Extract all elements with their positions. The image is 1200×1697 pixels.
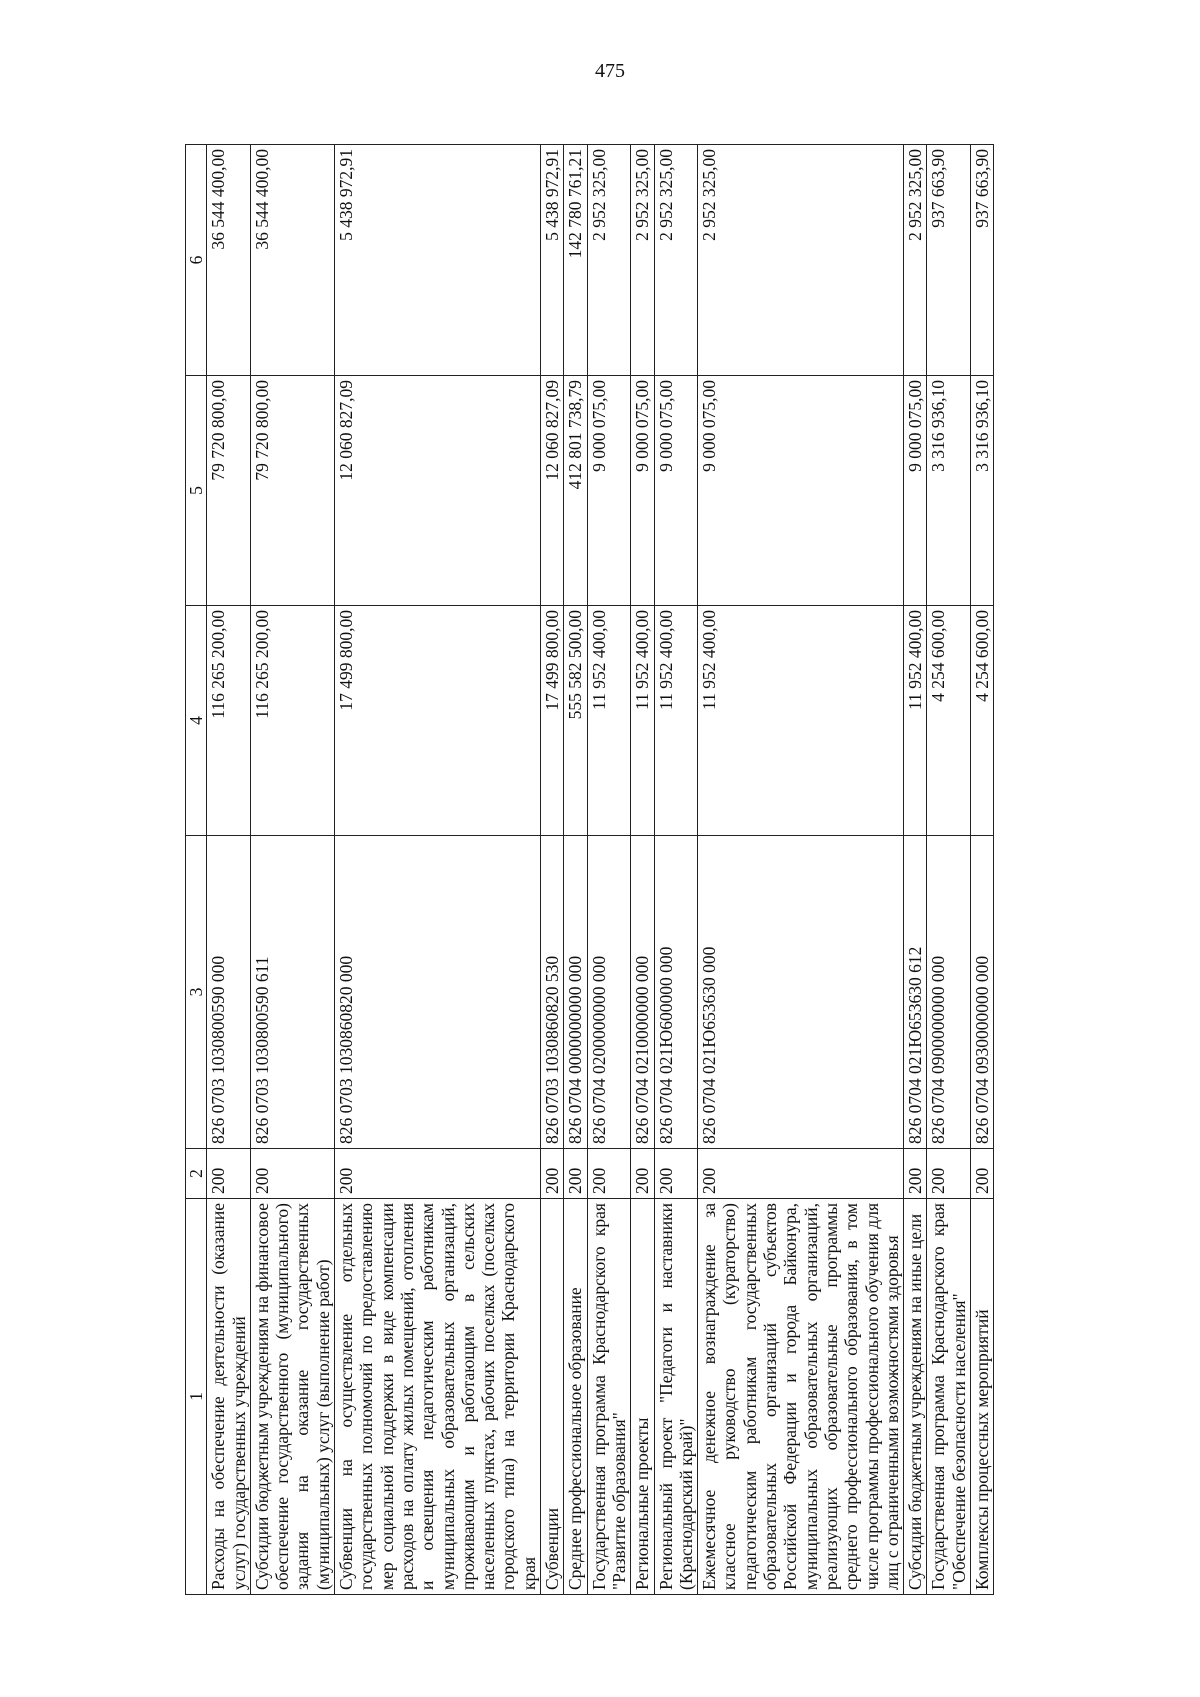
- row-col2: 200: [587, 1149, 631, 1199]
- table-row: [631, 145, 654, 1595]
- row-value-5: 9 000 075,00: [654, 376, 698, 606]
- row-value-6: 5 438 972,91: [335, 145, 541, 376]
- row-name: Государственная программа Краснодарского края "Обеспечение безопасности населения": [927, 1199, 971, 1595]
- row-value-6: 2 952 325,00: [904, 145, 927, 376]
- row-value-5: 3 316 936,10: [927, 376, 971, 606]
- table-row: [564, 145, 587, 1595]
- row-value-6: 5 438 972,91: [541, 145, 564, 376]
- row-value-4: 4 254 600,00: [970, 606, 993, 836]
- row-value-5: 79 720 800,00: [250, 376, 334, 606]
- header-row: [186, 145, 207, 1595]
- row-name: Расходы на обеспечение деятельности (оказание услуг) государственных учреждений: [207, 1199, 251, 1595]
- row-col2: 200: [564, 1149, 587, 1199]
- table-row: [250, 145, 334, 1595]
- row-value-6: 937 663,90: [970, 145, 993, 376]
- row-value-5: 9 000 075,00: [631, 376, 654, 606]
- table-row: [654, 145, 698, 1595]
- row-code: 826 0704 0930000000 000: [970, 836, 993, 1149]
- header-cell: 6: [186, 145, 207, 376]
- table-row: [970, 145, 993, 1595]
- row-col2: 200: [335, 1149, 541, 1199]
- table-row: [541, 145, 564, 1595]
- row-value-4: 17 499 800,00: [335, 606, 541, 836]
- header-cell: 5: [186, 376, 207, 606]
- budget-table: [185, 144, 994, 1595]
- row-value-5: 9 000 075,00: [904, 376, 927, 606]
- row-name: Комплексы процессных мероприятий: [970, 1199, 993, 1595]
- row-value-6: 36 544 400,00: [207, 145, 251, 376]
- row-value-4: 116 265 200,00: [250, 606, 334, 836]
- row-col2: 200: [654, 1149, 698, 1199]
- row-code: 826 0704 0210000000 000: [631, 836, 654, 1149]
- row-col2: 200: [970, 1149, 993, 1199]
- row-code: 826 0704 0200000000 000: [587, 836, 631, 1149]
- table-row: [207, 145, 251, 1595]
- row-name: Ежемесячное денежное вознаграждение за классное руководство (кураторство) педагогическим работникам государственных образовательных организаций субъектов Российской Федерации и города Байконура, муниципальных образовательных организаций, реализующих образовательные программы среднего профессионального образования, в том числе программы профессионального обучения для лиц с ограниченными возможностями здоровья: [698, 1199, 904, 1595]
- row-name: Субвенции: [541, 1199, 564, 1595]
- row-col2: 200: [207, 1149, 251, 1199]
- row-col2: 200: [250, 1149, 334, 1199]
- row-value-4: 11 952 400,00: [698, 606, 904, 836]
- table-row: [904, 145, 927, 1595]
- row-value-4: 11 952 400,00: [654, 606, 698, 836]
- row-code: 826 0704 021Ю600000 000: [654, 836, 698, 1149]
- row-col2: 200: [698, 1149, 904, 1199]
- row-name: Региональный проект "Педагоги и наставники (Краснодарский край)": [654, 1199, 698, 1595]
- row-value-5: 12 060 827,09: [541, 376, 564, 606]
- row-code: 826 0704 021Ю653630 612: [904, 836, 927, 1149]
- row-code: 826 0704 0000000000 000: [564, 836, 587, 1149]
- row-name: Субсидии бюджетным учреждениям на финансовое обеспечение государственного (муниципального) задания на оказание государственных (муниципальных) услуг (выполнение работ): [250, 1199, 334, 1595]
- row-name: Субсидии бюджетным учреждениям на иные цели: [904, 1199, 927, 1595]
- row-value-5: 9 000 075,00: [698, 376, 904, 606]
- header-cell: 2: [186, 1149, 207, 1199]
- row-col2: 200: [631, 1149, 654, 1199]
- rotated-table-container: [185, 145, 1120, 1595]
- row-value-6: 2 952 325,00: [654, 145, 698, 376]
- row-value-4: 11 952 400,00: [587, 606, 631, 836]
- row-name: Среднее профессиональное образование: [564, 1199, 587, 1595]
- row-value-5: 9 000 075,00: [587, 376, 631, 606]
- row-col2: 200: [927, 1149, 971, 1199]
- row-value-5: 3 316 936,10: [970, 376, 993, 606]
- row-value-4: 11 952 400,00: [904, 606, 927, 836]
- row-value-6: 142 780 761,21: [564, 145, 587, 376]
- row-value-6: 36 544 400,00: [250, 145, 334, 376]
- row-value-4: 11 952 400,00: [631, 606, 654, 836]
- row-value-6: 2 952 325,00: [698, 145, 904, 376]
- row-code: 826 0703 1030800590 611: [250, 836, 334, 1149]
- header-cell: 1: [186, 1199, 207, 1595]
- row-code: 826 0703 1030800590 000: [207, 836, 251, 1149]
- row-value-6: 937 663,90: [927, 145, 971, 376]
- table-row: [698, 145, 904, 1595]
- row-name: Региональные проекты: [631, 1199, 654, 1595]
- row-name: Субвенции на осуществление отдельных государственных полномочий по предоставлению мер социальной поддержки в виде компенсации расходов на оплату жилых помещений, отопления и освещения педагогическим работникам муниципальных образовательных организаций, проживающим и работающим в сельских населенных пунктах, рабочих поселках (поселках городского типа) на территории Краснодарского края: [335, 1199, 541, 1595]
- table-row: [927, 145, 971, 1595]
- header-cell: 4: [186, 606, 207, 836]
- header-cell: 3: [186, 836, 207, 1149]
- row-value-4: 555 582 500,00: [564, 606, 587, 836]
- row-value-4: 17 499 800,00: [541, 606, 564, 836]
- row-value-5: 412 801 738,79: [564, 376, 587, 606]
- row-code: 826 0703 1030860820 530: [541, 836, 564, 1149]
- table-row: [587, 145, 631, 1595]
- row-col2: 200: [541, 1149, 564, 1199]
- row-value-4: 4 254 600,00: [927, 606, 971, 836]
- page-number: 475: [595, 60, 625, 82]
- row-name: Государственная программа Краснодарского края "Развитие образования": [587, 1199, 631, 1595]
- row-value-6: 2 952 325,00: [631, 145, 654, 376]
- row-col2: 200: [904, 1149, 927, 1199]
- row-code: 826 0704 021Ю653630 000: [698, 836, 904, 1149]
- row-value-5: 12 060 827,09: [335, 376, 541, 606]
- row-code: 826 0704 0900000000 000: [927, 836, 971, 1149]
- row-code: 826 0703 1030860820 000: [335, 836, 541, 1149]
- table-row: [335, 145, 541, 1595]
- row-value-4: 116 265 200,00: [207, 606, 251, 836]
- row-value-6: 2 952 325,00: [587, 145, 631, 376]
- row-value-5: 79 720 800,00: [207, 376, 251, 606]
